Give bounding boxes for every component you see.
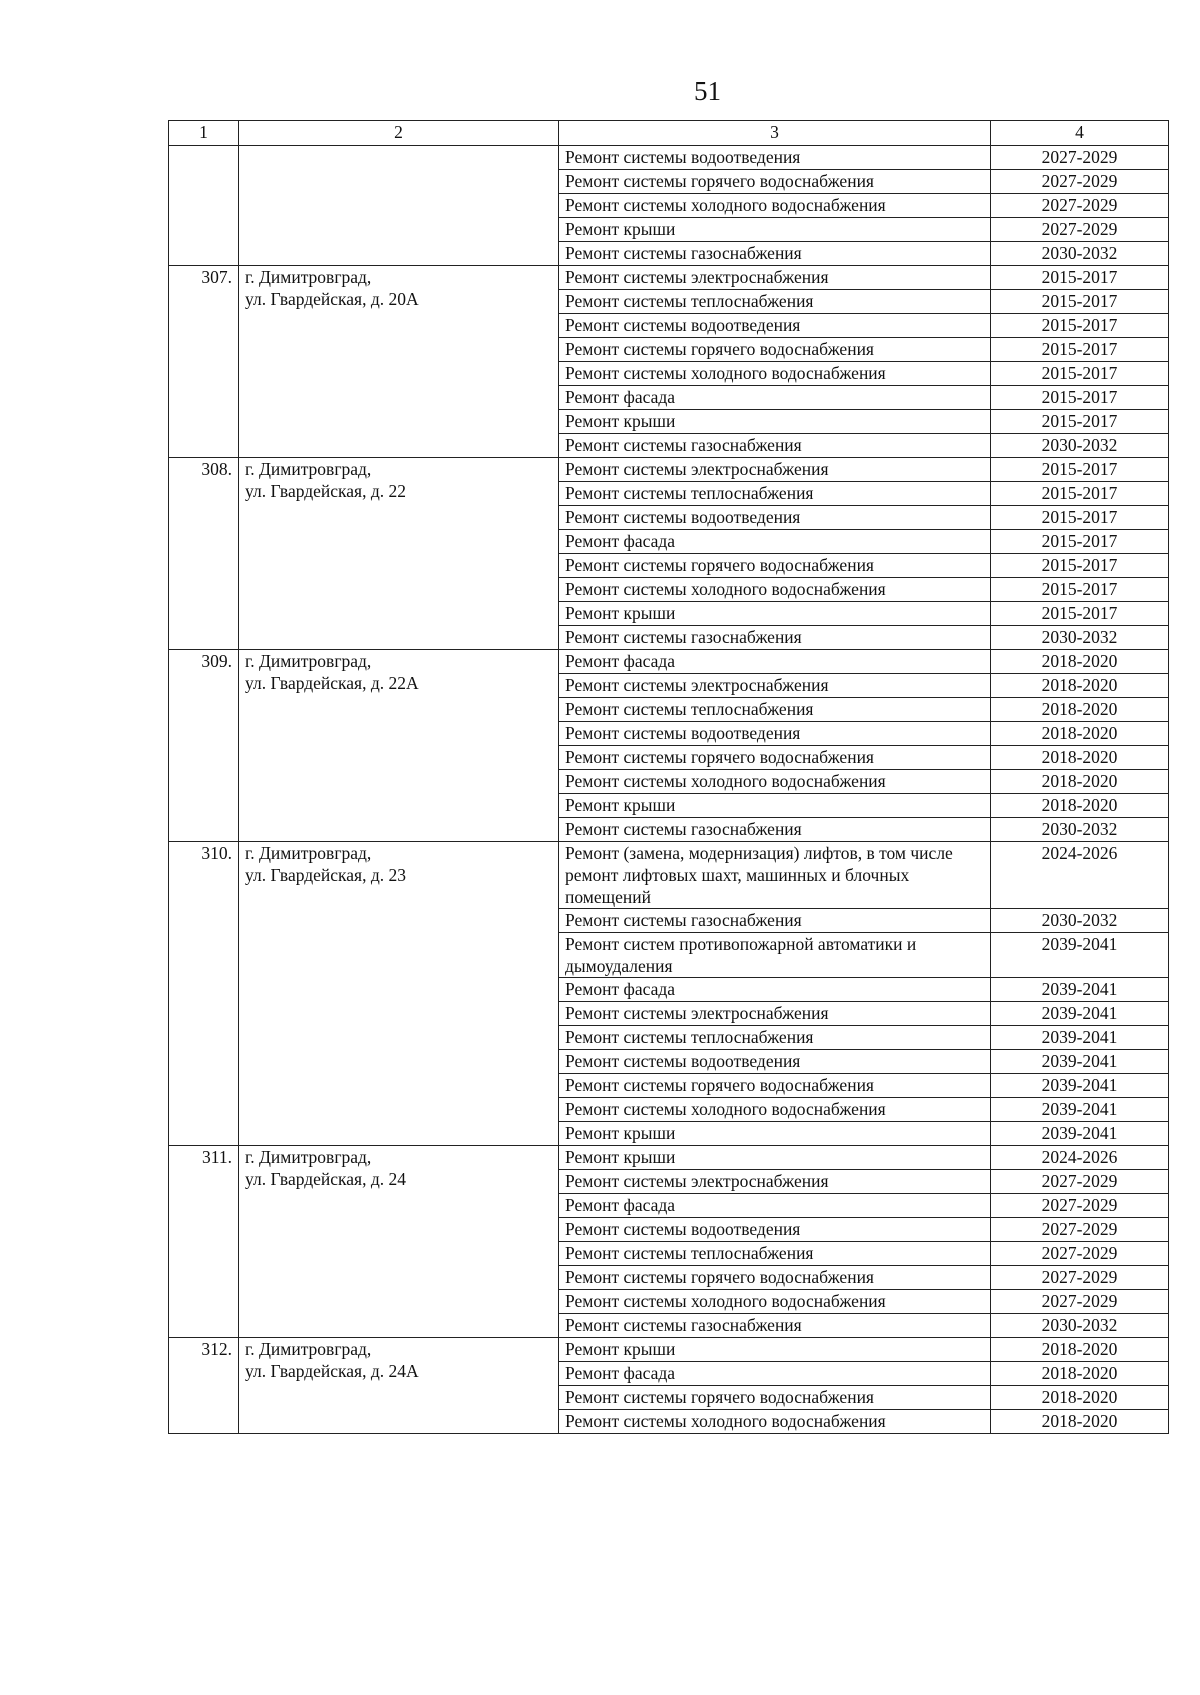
work-type: Ремонт крыши [559,410,991,434]
work-period: 2015-2017 [991,506,1169,530]
address-line: г. Димитровград, [245,267,372,287]
object-address [239,458,559,650]
work-period: 2027-2029 [991,1242,1169,1266]
address-line: г. Димитровград, [245,651,372,671]
work-period: 2039-2041 [991,1098,1169,1122]
work-type: Ремонт системы водоотведения [559,314,991,338]
object-number [169,146,239,266]
table-row [169,1146,1169,1170]
work-type: Ремонт крыши [559,1146,991,1170]
work-period: 2015-2017 [991,386,1169,410]
work-type: Ремонт системы холодного водоснабжения [559,1098,991,1122]
address-line: г. Димитровград, [245,843,372,863]
object-address [239,1146,559,1338]
table-row [169,266,1169,290]
work-type: Ремонт системы горячего водоснабжения [559,338,991,362]
work-period: 2030-2032 [991,1314,1169,1338]
object-address [239,146,559,266]
table-row [169,1338,1169,1362]
work-type: Ремонт крыши [559,1338,991,1362]
work-period: 2018-2020 [991,722,1169,746]
work-type: Ремонт системы газоснабжения [559,242,991,266]
table-row [169,458,1169,482]
object-address [239,842,559,1146]
work-type: Ремонт системы горячего водоснабжения [559,554,991,578]
work-period: 2027-2029 [991,170,1169,194]
work-period: 2018-2020 [991,770,1169,794]
work-period: 2027-2029 [991,1170,1169,1194]
work-period: 2015-2017 [991,530,1169,554]
column-header: 2 [239,121,559,146]
work-type: Ремонт системы газоснабжения [559,1314,991,1338]
work-type: Ремонт фасада [559,650,991,674]
work-type: Ремонт фасада [559,530,991,554]
work-period: 2018-2020 [991,794,1169,818]
work-period: 2039-2041 [991,1050,1169,1074]
object-number: 307. [169,266,239,458]
work-period: 2015-2017 [991,362,1169,386]
table-row [169,650,1169,674]
work-type: Ремонт системы холодного водоснабжения [559,194,991,218]
work-type: Ремонт фасада [559,1194,991,1218]
object-number: 310. [169,842,239,1146]
object-number: 311. [169,1146,239,1338]
work-period: 2015-2017 [991,338,1169,362]
work-type: Ремонт системы холодного водоснабжения [559,578,991,602]
work-type: Ремонт системы горячего водоснабжения [559,1074,991,1098]
address-line: г. Димитровград, [245,1147,372,1167]
work-period: 2039-2041 [991,1074,1169,1098]
table-row [169,842,1169,909]
work-type: Ремонт системы водоотведения [559,1050,991,1074]
work-type: Ремонт системы теплоснабжения [559,698,991,722]
work-period: 2018-2020 [991,698,1169,722]
work-type: Ремонт системы холодного водоснабжения [559,770,991,794]
work-type: Ремонт крыши [559,218,991,242]
object-number: 309. [169,650,239,842]
work-period: 2015-2017 [991,554,1169,578]
table-body [169,146,1169,1434]
work-type: Ремонт системы водоотведения [559,722,991,746]
table-row [169,146,1169,170]
work-type: Ремонт системы водоотведения [559,146,991,170]
work-type: Ремонт системы электроснабжения [559,266,991,290]
work-type: Ремонт системы горячего водоснабжения [559,746,991,770]
work-period: 2039-2041 [991,1002,1169,1026]
work-type: Ремонт крыши [559,602,991,626]
object-address [239,266,559,458]
address-line: г. Димитровград, [245,459,372,479]
object-address [239,1338,559,1434]
work-type: Ремонт фасада [559,978,991,1002]
work-period: 2027-2029 [991,1266,1169,1290]
work-period: 2018-2020 [991,1362,1169,1386]
address-line: ул. Гвардейская, д. 22 [245,481,406,501]
work-period: 2039-2041 [991,933,1169,978]
object-number: 308. [169,458,239,650]
column-header: 4 [991,121,1169,146]
work-period: 2015-2017 [991,410,1169,434]
work-type: Ремонт системы электроснабжения [559,1002,991,1026]
work-period: 2030-2032 [991,434,1169,458]
work-type: Ремонт системы водоотведения [559,1218,991,1242]
work-period: 2039-2041 [991,1122,1169,1146]
work-period: 2027-2029 [991,218,1169,242]
work-period: 2018-2020 [991,650,1169,674]
work-type: Ремонт системы газоснабжения [559,626,991,650]
work-type: Ремонт системы газоснабжения [559,909,991,933]
work-period: 2018-2020 [991,1338,1169,1362]
work-type: Ремонт системы горячего водоснабжения [559,1266,991,1290]
work-period: 2024-2026 [991,1146,1169,1170]
work-type: Ремонт крыши [559,1122,991,1146]
work-type: Ремонт крыши [559,794,991,818]
object-number: 312. [169,1338,239,1434]
work-type: Ремонт системы водоотведения [559,506,991,530]
work-period: 2027-2029 [991,194,1169,218]
address-line: ул. Гвардейская, д. 22А [245,673,419,693]
work-type: Ремонт систем противопожарной автоматики и дымоудаления [559,933,991,978]
work-period: 2018-2020 [991,1410,1169,1434]
address-line: г. Димитровград, [245,1339,372,1359]
work-type: Ремонт системы теплоснабжения [559,290,991,314]
address-line: ул. Гвардейская, д. 23 [245,865,406,885]
work-type: Ремонт фасада [559,386,991,410]
work-period: 2015-2017 [991,266,1169,290]
object-address [239,650,559,842]
work-period: 2030-2032 [991,909,1169,933]
work-period: 2015-2017 [991,602,1169,626]
work-period: 2027-2029 [991,1290,1169,1314]
column-header: 3 [559,121,991,146]
work-period: 2030-2032 [991,242,1169,266]
work-type: Ремонт системы горячего водоснабжения [559,1386,991,1410]
work-type: Ремонт системы электроснабжения [559,458,991,482]
work-period: 2015-2017 [991,290,1169,314]
work-period: 2039-2041 [991,978,1169,1002]
work-period: 2030-2032 [991,626,1169,650]
address-line: ул. Гвардейская, д. 24А [245,1361,419,1381]
work-type: Ремонт системы газоснабжения [559,434,991,458]
work-period: 2024-2026 [991,842,1169,909]
repair-schedule-table [168,120,1169,1434]
column-header: 1 [169,121,239,146]
work-period: 2015-2017 [991,458,1169,482]
work-period: 2015-2017 [991,578,1169,602]
work-period: 2039-2041 [991,1026,1169,1050]
column-number-row [169,121,1169,146]
work-type: Ремонт системы холодного водоснабжения [559,1290,991,1314]
work-type: Ремонт системы электроснабжения [559,674,991,698]
work-type: Ремонт системы теплоснабжения [559,482,991,506]
work-type: Ремонт системы электроснабжения [559,1170,991,1194]
address-line: ул. Гвардейская, д. 24 [245,1169,406,1189]
work-type: Ремонт системы горячего водоснабжения [559,170,991,194]
work-type: Ремонт системы газоснабжения [559,818,991,842]
work-type: Ремонт системы теплоснабжения [559,1026,991,1050]
work-period: 2015-2017 [991,482,1169,506]
work-period: 2030-2032 [991,818,1169,842]
work-period: 2018-2020 [991,746,1169,770]
work-type: Ремонт фасада [559,1362,991,1386]
page-number: 51 [694,76,721,106]
work-period: 2027-2029 [991,146,1169,170]
work-type: Ремонт системы холодного водоснабжения [559,1410,991,1434]
work-period: 2018-2020 [991,1386,1169,1410]
work-type: Ремонт системы холодного водоснабжения [559,362,991,386]
work-period: 2018-2020 [991,674,1169,698]
address-line: ул. Гвардейская, д. 20А [245,289,419,309]
work-period: 2027-2029 [991,1218,1169,1242]
work-type: Ремонт системы теплоснабжения [559,1242,991,1266]
work-type: Ремонт (замена, модернизация) лифтов, в том числе ремонт лифтовых шахт, машинных и блочных помещений [559,842,991,909]
work-period: 2015-2017 [991,314,1169,338]
work-period: 2027-2029 [991,1194,1169,1218]
